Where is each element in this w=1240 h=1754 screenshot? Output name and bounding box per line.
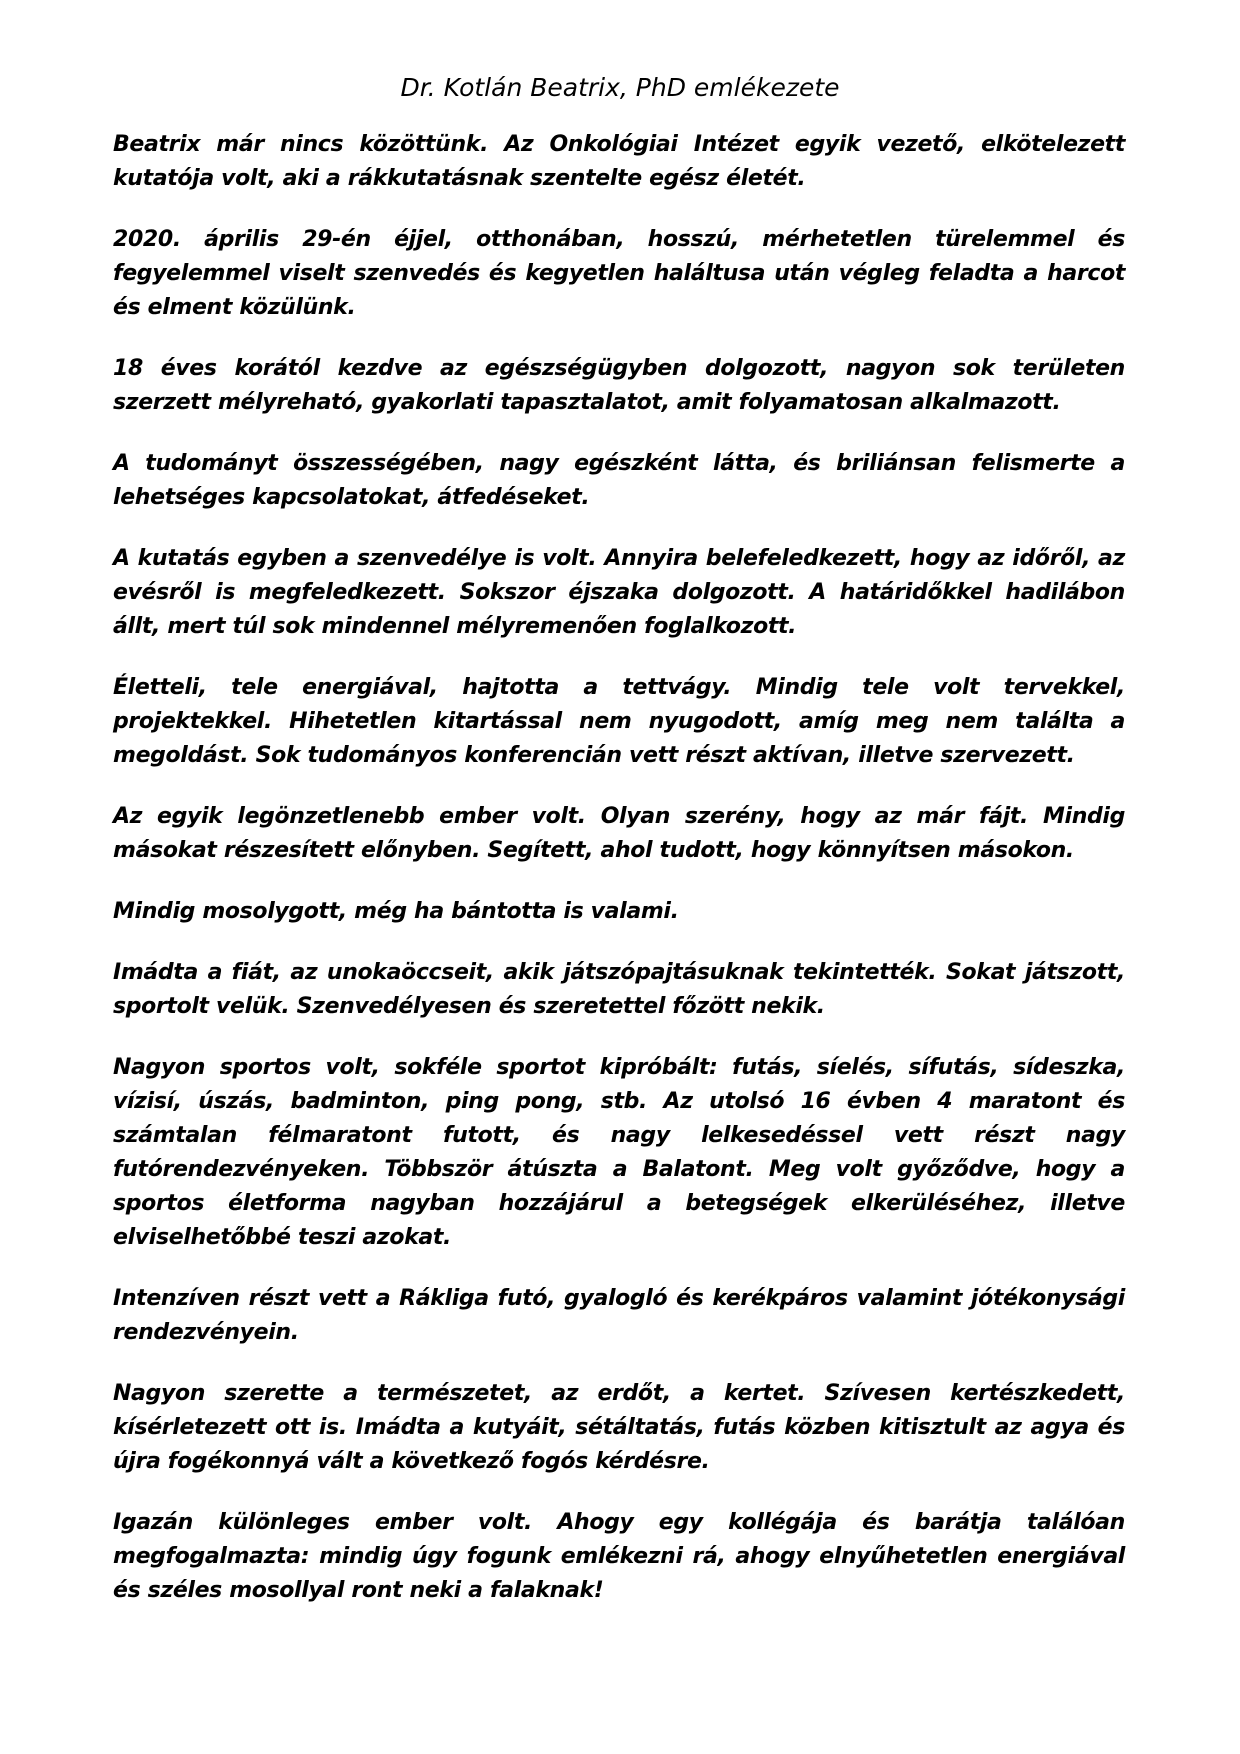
paragraph-nature: Nagyon szerette a természetet, az erdőt, a kertet. Szívesen kertészkedett, kísérletezett ott is. Imádta a kutyáit, sétáltatás, futás közben kitisztult az agya és újra fogékonnyá vált a következő fogós kérdésre. [113, 1381, 1125, 1474]
paragraph-smile: Mindig mosolygott, még ha bántotta is valami. [113, 899, 679, 924]
document-body [113, 128, 1125, 1635]
paragraph-family: Imádta a fiát, az unokaöccseit, akik játszópajtásuknak tekintették. Sokat játszott, sportolt velük. Szenvedélyesen és szeretettel főzött nekik. [113, 960, 1125, 1019]
paragraph-science-view: A tudományt összességében, nagy egészként látta, és briliánsan felismerte a lehetséges kapcsolatokat, átfedéseket. [113, 451, 1125, 510]
paragraph-energy: Életteli, tele energiával, hajtotta a tettvágy. Mindig tele volt tervekkel, projektekkel. Hihetetlen kitartással nem nyugodott, amíg meg nem találta a megoldást. Sok tudományos konferencián vett részt aktívan, illetve szervezett. [113, 675, 1125, 768]
paragraph-closing: Igazán különleges ember volt. Ahogy egy kollégája és barátja találóan megfogalmazta: mindig úgy fogunk emlékezni rá, ahogy elnyűhetetlen energiával és széles mosollyal ront neki a falaknak! [113, 1510, 1125, 1603]
paragraph-rakliga: Intenzíven részt vett a Rákliga futó, gyalogló és kerékpáros valamint jótékonysági rendezvényein. [113, 1286, 1125, 1345]
paragraph-research-passion: A kutatás egyben a szenvedélye is volt. Annyira belefeledkezett, hogy az időről, az evésről is megfeledkezett. Sokszor éjszaka dolgozott. A határidőkkel hadilábon állt, mert túl sok mindennel mélyremenően foglalkozott. [113, 546, 1125, 639]
paragraph-passing: 2020. április 29-én éjjel, otthonában, hosszú, mérhetetlen türelemmel és fegyelemmel viselt szenvedés és kegyetlen haláltusa után végleg feladta a harcot és elment közülünk. [113, 227, 1125, 320]
paragraph-healthcare-career: 18 éves korától kezdve az egészségügyben dolgozott, nagyon sok területen szerzett mélyreható, gyakorlati tapasztalatot, amit folyamatosan alkalmazott. [113, 356, 1125, 415]
paragraph-opening: Beatrix már nincs közöttünk. Az Onkológiai Intézet egyik vezető, elkötelezett kutatója volt, aki a rákkutatásnak szentelte egész életét. [113, 132, 1125, 191]
document-title: Dr. Kotlán Beatrix, PhD emlékezete [400, 73, 840, 102]
paragraph-selflessness: Az egyik legönzetlenebb ember volt. Olyan szerény, hogy az már fájt. Mindig másokat részesített előnyben. Segített, ahol tudott, hogy könnyítsen másokon. [113, 804, 1125, 863]
paragraph-sports: Nagyon sportos volt, sokféle sportot kipróbált: futás, síelés, sífutás, sídeszka, vízisí, úszás, badminton, ping pong, stb. Az utolsó 16 évben 4 maratont és számtalan félmaratont futott, és nagy lelkesedéssel vett részt nagy futórendezvényeken. Többször átúszta a Balatont. Meg volt győződve, hogy a sportos életforma nagyban hozzájárul a betegségek elkerüléséhez, illetve elviselhetőbbé teszi azokat. [113, 1055, 1125, 1250]
